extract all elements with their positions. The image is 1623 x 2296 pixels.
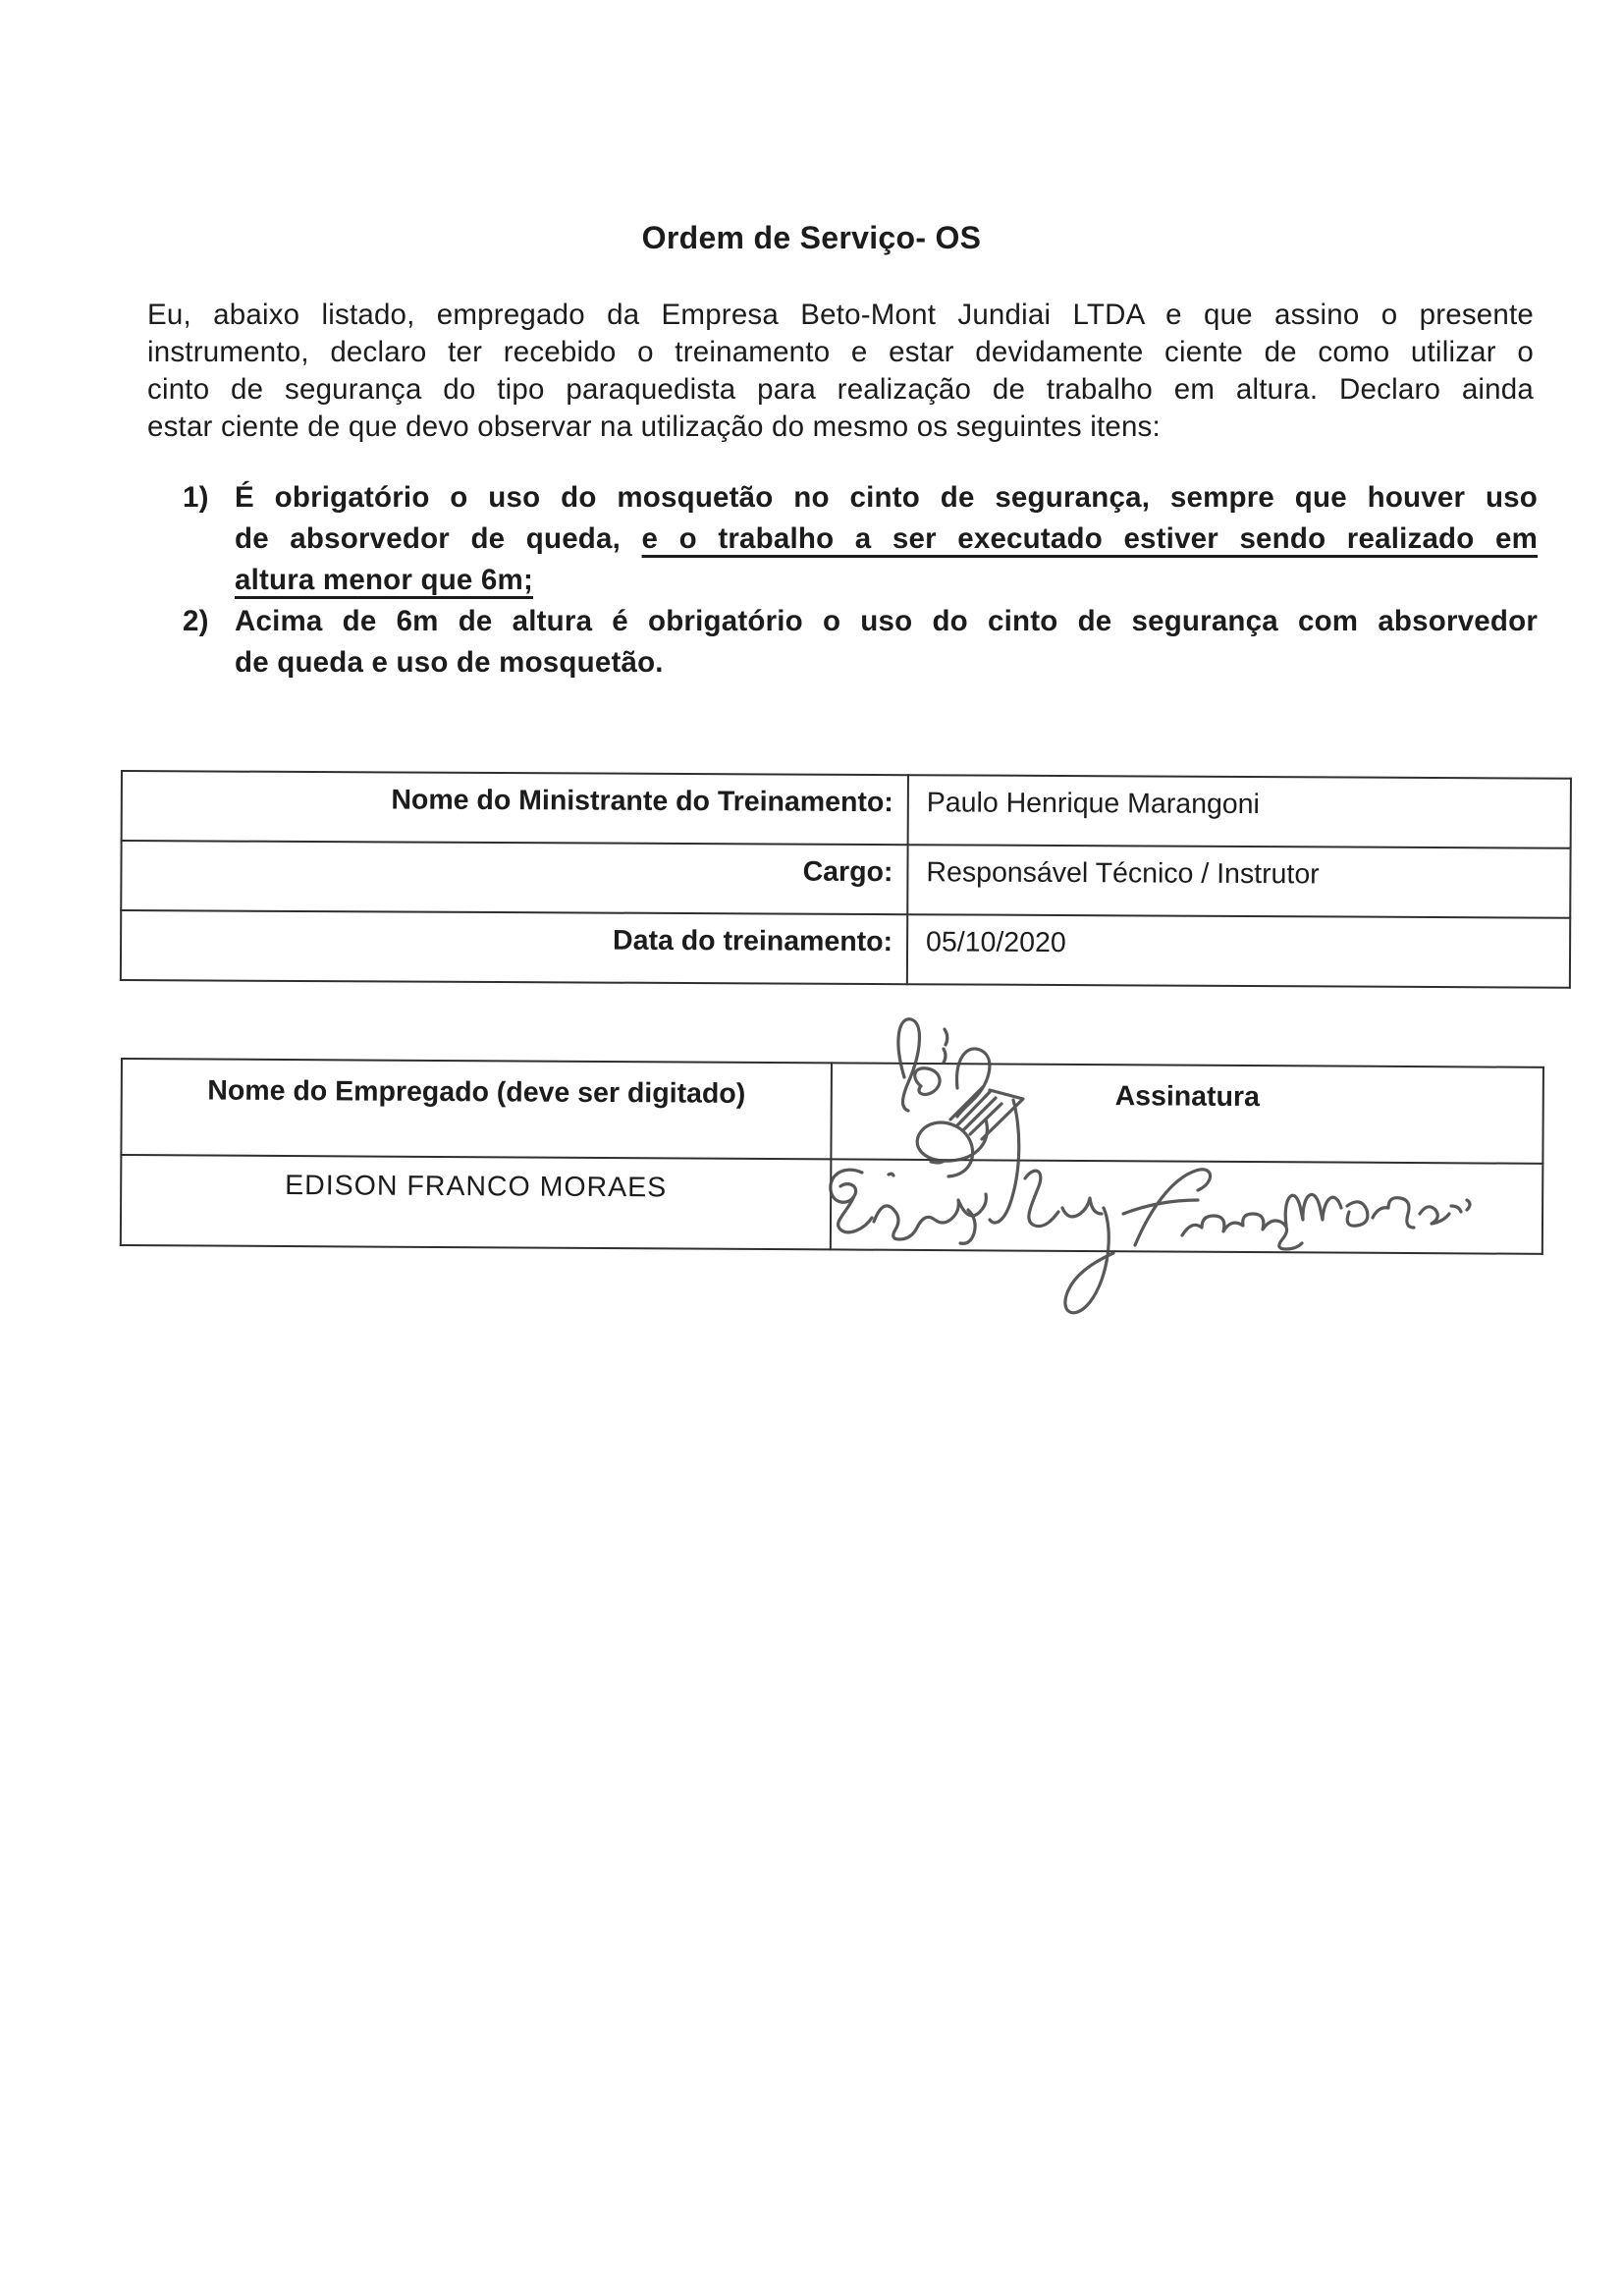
intro-paragraph <box>147 297 1534 446</box>
table-row <box>121 841 1570 918</box>
training-date-label: Data do treinamento: <box>121 910 907 984</box>
trainer-role-label: Cargo: <box>121 841 907 914</box>
list-item-1-number: 1) <box>183 481 209 514</box>
underlined-text: e o trabalho a ser executado estiver sendo realizado em <box>641 522 1539 555</box>
intro-line: Eu, abaixo listado, empregado da Empresa Beto-Mont Jundiai LTDA e que assino o presente <box>147 299 1534 331</box>
signature-cell <box>831 1159 1543 1253</box>
trainer-name-label: Nome do Ministrante do Treinamento: <box>122 771 908 845</box>
list-item-2-line: Acima de 6m de altura é obrigatório o uso do cinto de segurança com absorvedor <box>235 605 1538 637</box>
training-date-value: 05/10/2020 <box>907 914 1570 988</box>
list-item-2-body <box>235 601 1538 683</box>
trainer-role-value: Responsável Técnico / Instrutor <box>907 845 1570 918</box>
table-row <box>121 1155 1543 1254</box>
intro-line: instrumento, declaro ter recebido o treinamento e estar devidamente ciente de como utilizar o <box>147 336 1534 368</box>
intro-line: cinto de segurança do tipo paraquedista para realização de trabalho em altura. Declaro ainda <box>147 373 1534 406</box>
table-row <box>122 771 1571 848</box>
trainer-name-value: Paulo Henrique Marangoni <box>908 775 1571 848</box>
table-header-row <box>121 1059 1543 1164</box>
table-row <box>121 910 1570 988</box>
intro-line: estar ciente de que devo observar na utilização do mesmo os seguintes itens: <box>147 410 1161 443</box>
list-item-1-body <box>235 477 1538 601</box>
document-title: Ordem de Serviço- OS <box>641 220 982 255</box>
list-item-1 <box>183 477 1538 601</box>
list-item-1-line <box>235 560 1538 601</box>
list-item-1-line: É obrigatório o uso do mosquetão no cinto de segurança, sempre que houver uso <box>235 481 1538 514</box>
signature-header: Assinatura <box>831 1063 1543 1163</box>
list-item-2 <box>183 601 1538 683</box>
list-item-1-line: de absorvedor de queda, e o trabalho a ser executado estiver sendo realizado em <box>235 522 1539 555</box>
employee-name-header: Nome do Empregado (deve ser digitado) <box>121 1059 832 1159</box>
list-item-2-number: 2) <box>183 605 209 637</box>
list-item-2-line: de queda e uso de mosquetão. <box>235 646 664 679</box>
underlined-text: altura menor que 6m; <box>235 564 533 596</box>
employee-name-value: EDISON FRANCO MORAES <box>121 1155 832 1249</box>
trainer-table <box>120 770 1572 989</box>
employee-table <box>120 1058 1544 1255</box>
